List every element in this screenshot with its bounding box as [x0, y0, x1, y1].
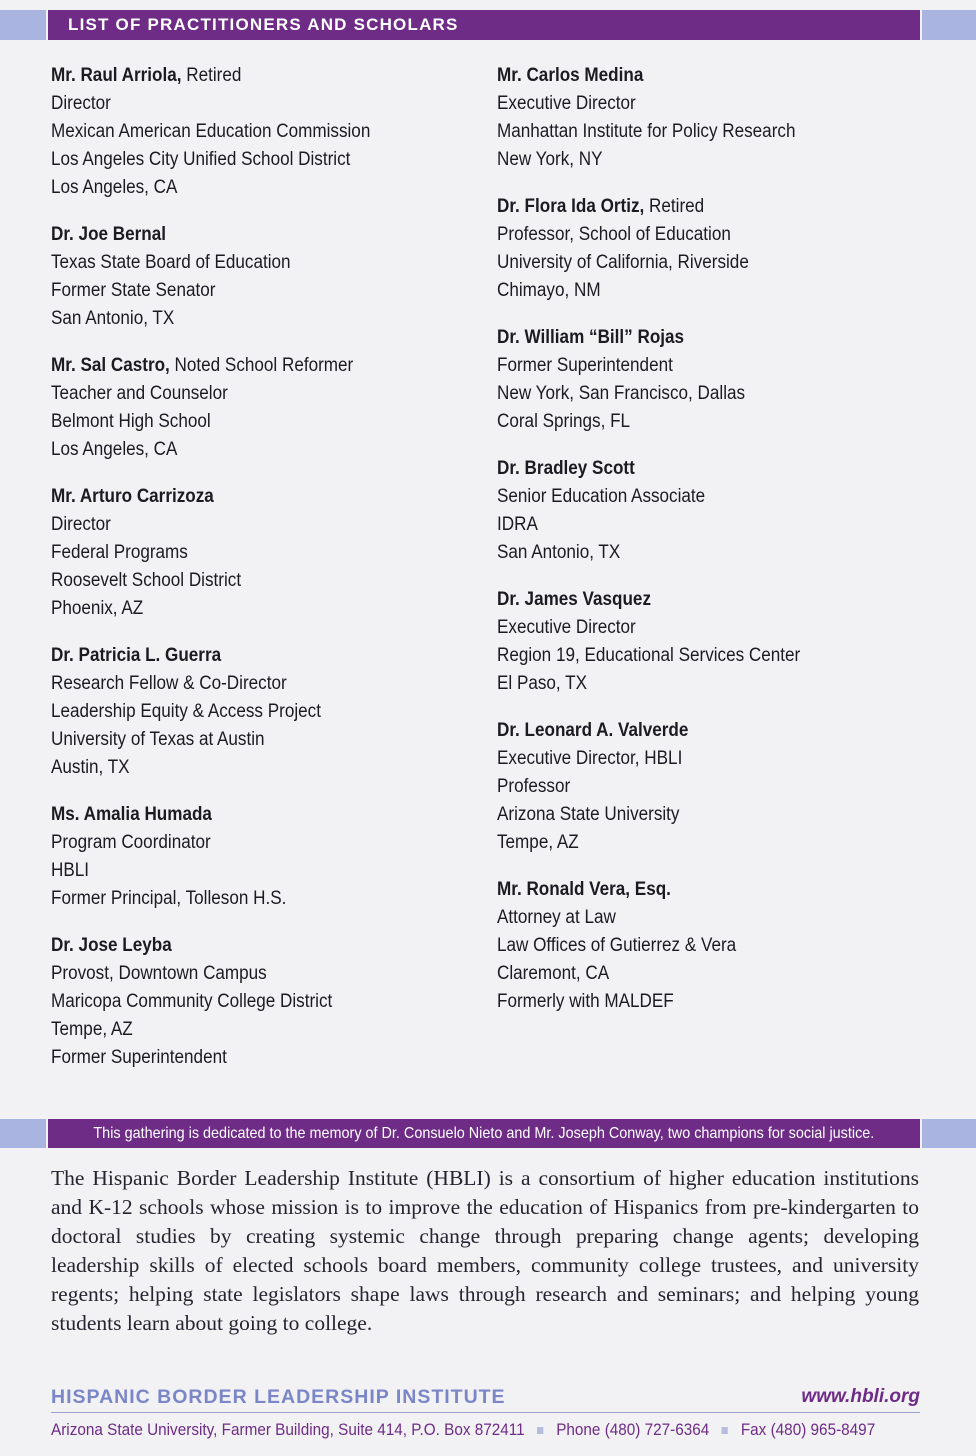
practitioner-detail: New York, San Francisco, Dallas: [497, 383, 746, 404]
practitioner-name: Dr. Flora Ida Ortiz,: [497, 196, 645, 217]
header-tab-left: [0, 10, 46, 40]
practitioner-detail: Former Principal, Tolleson H.S.: [51, 888, 287, 909]
practitioner-name: Mr. Ronald Vera, Esq.: [497, 879, 671, 900]
practitioner-detail: Executive Director, HBLI: [497, 748, 683, 769]
practitioner-detail: Chimayo, NM: [497, 280, 601, 301]
practitioner-detail: Belmont High School: [51, 411, 211, 432]
practitioner-name-line: [497, 193, 800, 221]
practitioner-entry: [497, 455, 800, 567]
footer-contact: [51, 1420, 875, 1440]
practitioner-name-line: [51, 801, 370, 829]
practitioner-detail: University of California, Riverside: [497, 252, 749, 273]
practitioner-detail: Mexican American Education Commission: [51, 121, 371, 142]
practitioner-entry: [497, 586, 800, 698]
practitioner-detail: Former Superintendent: [51, 1047, 227, 1068]
practitioner-detail: Los Angeles, CA: [51, 439, 178, 460]
practitioner-title-suffix: Retired: [181, 65, 242, 86]
dedication-tab-right: [922, 1119, 976, 1148]
practitioner-name: Dr. Leonard A. Valverde: [497, 720, 689, 741]
practitioner-name-line: [497, 455, 800, 483]
practitioner-name-line: [497, 324, 800, 352]
practitioner-entry: [497, 193, 800, 305]
footer-fax: Fax (480) 965-8497: [740, 1420, 876, 1439]
square-bullet-icon: [537, 1427, 543, 1434]
practitioner-detail: HBLI: [51, 860, 90, 881]
practitioner-name-line: [51, 642, 370, 670]
practitioner-detail: Texas State Board of Education: [51, 252, 291, 273]
practitioner-detail: Attorney at Law: [497, 907, 616, 928]
practitioner-name: Mr. Raul Arriola,: [51, 65, 182, 86]
practitioner-entry: [51, 352, 370, 464]
practitioner-name: Dr. Patricia L. Guerra: [51, 645, 222, 666]
practitioner-entry: [51, 62, 370, 202]
practitioner-detail: Research Fellow & Co-Director: [51, 673, 287, 694]
practitioner-name-line: [51, 483, 370, 511]
practitioner-name: Mr. Sal Castro,: [51, 355, 170, 376]
right-column: [497, 62, 800, 1035]
practitioner-detail: El Paso, TX: [497, 673, 587, 694]
practitioner-name-line: [51, 62, 370, 90]
practitioner-name-line: [497, 586, 800, 614]
practitioner-entry: [497, 62, 800, 174]
practitioner-name-line: [497, 62, 800, 90]
left-column: [51, 62, 370, 1091]
practitioner-name-line: [51, 352, 370, 380]
practitioner-entry: [51, 642, 370, 782]
practitioner-detail: Teacher and Counselor: [51, 383, 228, 404]
practitioner-detail: San Antonio, TX: [51, 308, 175, 329]
practitioner-detail: Director: [51, 514, 111, 535]
practitioner-name: Dr. Bradley Scott: [497, 458, 635, 479]
practitioner-detail: Manhattan Institute for Policy Research: [497, 121, 796, 142]
practitioner-detail: Director: [51, 93, 111, 114]
practitioner-detail: IDRA: [497, 514, 538, 535]
practitioner-entry: [51, 221, 370, 333]
practitioner-detail: Maricopa Community College District: [51, 991, 333, 1012]
practitioner-detail: Law Offices of Gutierrez & Vera: [497, 935, 737, 956]
practitioner-detail: Professor, School of Education: [497, 224, 731, 245]
practitioner-entry: [51, 801, 370, 913]
practitioner-title-suffix: Retired: [644, 196, 705, 217]
practitioner-detail: Program Coordinator: [51, 832, 211, 853]
footer-org-name: HISPANIC BORDER LEADERSHIP INSTITUTE: [51, 1386, 506, 1408]
section-title: LIST OF PRACTITIONERS AND SCHOLARS: [68, 15, 459, 34]
practitioner-detail: Claremont, CA: [497, 963, 610, 984]
practitioner-detail: Provost, Downtown Campus: [51, 963, 267, 984]
square-bullet-icon: [722, 1427, 728, 1434]
section-header: [48, 10, 920, 40]
practitioner-detail: Roosevelt School District: [51, 570, 242, 591]
footer-website-link[interactable]: www.hbli.org: [801, 1386, 920, 1407]
practitioner-name: Mr. Carlos Medina: [497, 65, 644, 86]
practitioner-name: Mr. Arturo Carrizoza: [51, 486, 214, 507]
practitioner-detail: Phoenix, AZ: [51, 598, 144, 619]
practitioner-entry: [51, 483, 370, 623]
practitioner-detail: Leadership Equity & Access Project: [51, 701, 321, 722]
practitioner-detail: Professor: [497, 776, 571, 797]
header-tab-right: [922, 10, 976, 40]
practitioner-name-line: [497, 717, 800, 745]
practitioner-detail: Executive Director: [497, 93, 636, 114]
practitioner-detail: Arizona State University: [497, 804, 680, 825]
practitioner-name: Dr. Jose Leyba: [51, 935, 172, 956]
practitioner-detail: Los Angeles City Unified School District: [51, 149, 351, 170]
practitioner-detail: Executive Director: [497, 617, 636, 638]
practitioner-detail: New York, NY: [497, 149, 603, 170]
practitioner-detail: Senior Education Associate: [497, 486, 706, 507]
footer-address: Arizona State University, Farmer Building, Suite 414, P.O. Box 872411: [51, 1420, 525, 1439]
practitioner-entry: [497, 717, 800, 857]
dedication-banner: [48, 1119, 920, 1148]
practitioner-detail: San Antonio, TX: [497, 542, 621, 563]
practitioner-detail: Federal Programs: [51, 542, 188, 563]
practitioner-detail: Coral Springs, FL: [497, 411, 631, 432]
practitioner-entry: [497, 324, 800, 436]
practitioner-entry: [51, 932, 370, 1072]
practitioner-name-line: [497, 876, 800, 904]
footer-phone: Phone (480) 727-6364: [556, 1420, 710, 1439]
practitioner-name: Dr. Joe Bernal: [51, 224, 167, 245]
practitioner-name: Ms. Amalia Humada: [51, 804, 212, 825]
practitioner-detail: Los Angeles, CA: [51, 177, 178, 198]
practitioner-detail: Austin, TX: [51, 757, 130, 778]
practitioner-detail: Region 19, Educational Services Center: [497, 645, 801, 666]
practitioner-detail: Former State Senator: [51, 280, 216, 301]
practitioner-name: Dr. William “Bill” Rojas: [497, 327, 685, 348]
practitioner-name: Dr. James Vasquez: [497, 589, 651, 610]
institute-description: The Hispanic Border Leadership Institute (HBLI) is a consortium of higher education institutions and K-12 schools whose mission is to improve the education of Hispanics from pre-kindergarten to doctoral studies by creating systemic change through preparing change agents; developing leadership skills of elected schools board members, community college trustees, and university regents; helping state legislators shape laws through research and seminars; and helping young students learn about going to college.: [51, 1166, 919, 1335]
dedication-tab-left: [0, 1119, 46, 1148]
footer-divider: [51, 1412, 920, 1413]
dedication-text: This gathering is dedicated to the memory of Dr. Consuelo Nieto and Mr. Joseph Conway, two champions for social justice.: [93, 1125, 875, 1142]
practitioner-detail: Former Superintendent: [497, 355, 673, 376]
practitioner-detail: Formerly with MALDEF: [497, 991, 674, 1012]
practitioner-detail: Tempe, AZ: [51, 1019, 133, 1040]
practitioner-title-suffix: Noted School Reformer: [169, 355, 354, 376]
practitioner-detail: University of Texas at Austin: [51, 729, 265, 750]
practitioner-entry: [497, 876, 800, 1016]
practitioner-detail: Tempe, AZ: [497, 832, 579, 853]
practitioner-name-line: [51, 221, 370, 249]
practitioner-name-line: [51, 932, 370, 960]
